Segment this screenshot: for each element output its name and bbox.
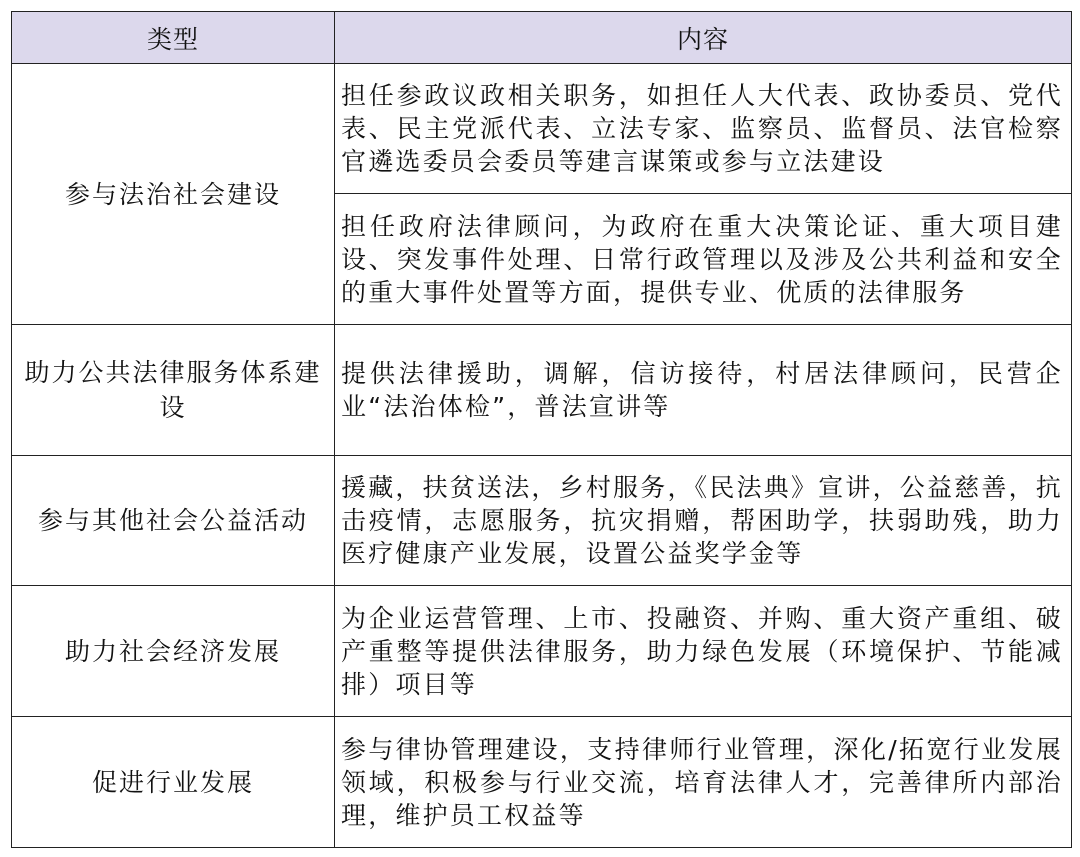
- type-cell: 参与法治社会建设: [12, 64, 335, 325]
- table-row: [12, 586, 1072, 717]
- content-cell: 担任参政议政相关职务，如担任人大代表、政协委员、党代表、民主党派代表、立法专家、监察员、监督员、法官检察官遴选委员会委员等建言谋策或参与立法建设: [335, 64, 1072, 194]
- table-row: [12, 717, 1072, 848]
- content-table: [11, 11, 1072, 848]
- type-cell: 参与其他社会公益活动: [12, 456, 335, 586]
- header-content: 内容: [335, 12, 1072, 64]
- content-cell: 为企业运营管理、上市、投融资、并购、重大资产重组、破产重整等提供法律服务，助力绿色发展（环境保护、节能减排）项目等: [335, 586, 1072, 717]
- table-header-row: [12, 12, 1072, 64]
- header-type: 类型: [12, 12, 335, 64]
- content-cell: 提供法律援助，调解，信访接待，村居法律顾问，民营企业“法治体检”，普法宣讲等: [335, 325, 1072, 456]
- content-cell: 参与律协管理建设，支持律师行业管理，深化/拓宽行业发展领域，积极参与行业交流，培育法律人才，完善律所内部治理，维护员工权益等: [335, 717, 1072, 848]
- content-cell: 担任政府法律顾问，为政府在重大决策论证、重大项目建设、突发事件处理、日常行政管理以及涉及公共利益和安全的重大事件处置等方面，提供专业、优质的法律服务: [335, 194, 1072, 325]
- content-cell: 援藏，扶贫送法，乡村服务，《民法典》宣讲，公益慈善，抗击疫情，志愿服务，抗灾捐赠，帮困助学，扶弱助残，助力医疗健康产业发展，设置公益奖学金等: [335, 456, 1072, 586]
- type-cell: 促进行业发展: [12, 717, 335, 848]
- type-cell: 助力公共法律服务体系建设: [12, 325, 335, 456]
- table-row: [12, 64, 1072, 194]
- table-row: [12, 325, 1072, 456]
- table-row: [12, 456, 1072, 586]
- type-cell: 助力社会经济发展: [12, 586, 335, 717]
